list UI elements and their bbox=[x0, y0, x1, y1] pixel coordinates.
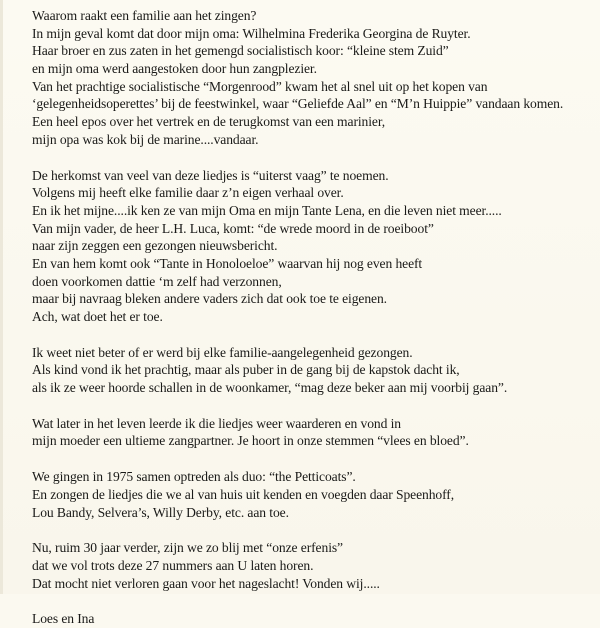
text-line: als ik ze weer hoorde schallen in de woonkamer, “mag deze beker aan mij voorbij gaan”. bbox=[32, 380, 508, 396]
text-line: ‘gelegenheidsoperettes’ bij de feestwinkel, waar “Geliefde Aal” en “M’n Huippie” vandaan komen. bbox=[32, 96, 564, 112]
text-line: En zongen de liedjes die we al van huis uit kenden en voegden daar Speenhoff, bbox=[32, 486, 455, 502]
page-edge bbox=[0, 0, 3, 594]
paragraph-childhood bbox=[32, 344, 592, 397]
text-line: Als kind vond ik het prachtig, maar als puber in de gang bij de kapstok dacht ik, bbox=[32, 362, 460, 378]
paragraph-legacy bbox=[32, 539, 592, 592]
text-line: De herkomst van veel van deze liedjes is “uiterst vaag” te noemen. bbox=[32, 167, 389, 183]
text-line: Dat mocht niet verloren gaan voor het nageslacht! Vonden wij..... bbox=[32, 575, 380, 591]
text-line: Ik weet niet beter of er werd bij elke familie-aangelegenheid gezongen. bbox=[32, 344, 413, 360]
text-line: Haar broer en zus zaten in het gemengd socialistisch koor: “kleine stem Zuid” bbox=[32, 43, 449, 59]
text-line: mijn moeder een ultieme zangpartner. Je hoort in onze stemmen “vlees en bloed”. bbox=[32, 433, 469, 449]
text-line: We gingen in 1975 samen optreden als duo: “the Petticoats”. bbox=[32, 469, 356, 485]
text-line: En van hem komt ook “Tante in Honoloeloe” waarvan hij nog even heeft bbox=[32, 255, 423, 271]
paragraph-family-singing bbox=[32, 7, 592, 149]
text-line: Ach, wat doet het er toe. bbox=[32, 309, 163, 324]
text-line: mijn opa was kok bij de marine....vandaar. bbox=[32, 131, 259, 147]
text-line: Volgens mij heeft elke familie daar z’n eigen verhaal over. bbox=[32, 185, 344, 201]
text-line: naar zijn zeggen een gezongen nieuwsbericht. bbox=[32, 238, 278, 254]
liner-notes-text bbox=[32, 7, 592, 628]
text-line: doen voorkomen dattie ‘m zelf had verzonnen, bbox=[32, 273, 282, 289]
text-line: Van het prachtige socialistische “Morgenrood” kwam het al snel uit op het kopen van bbox=[32, 78, 488, 94]
text-line: maar bij navraag bleken andere vaders zich dat ook toe te eigenen. bbox=[32, 291, 387, 307]
text-line: Lou Bandy, Selvera’s, Willy Derby, etc. aan toe. bbox=[32, 504, 289, 520]
text-line: Wat later in het leven leerde ik die liedjes weer waarderen en vond in bbox=[32, 415, 401, 431]
paragraph-appreciation bbox=[32, 415, 592, 450]
text-line: Nu, ruim 30 jaar verder, zijn we zo blij met “onze erfenis” bbox=[32, 540, 343, 556]
text-line: Waarom raakt een familie aan het zingen? bbox=[32, 8, 257, 23]
text-line: dat we vol trots deze 27 nummers aan U laten horen. bbox=[32, 557, 314, 573]
text-line: In mijn geval komt dat door mijn oma: Wilhelmina Frederika Georgina de Ruyter. bbox=[32, 25, 471, 41]
paragraph-song-origins bbox=[32, 167, 592, 326]
text-line: En ik het mijne....ik ken ze van mijn Oma en mijn Tante Lena, en die leven niet meer..... bbox=[32, 202, 502, 218]
text-line: Een heel epos over het vertrek en de terugkomst van een marinier, bbox=[32, 114, 386, 130]
text-line: Van mijn vader, de heer L.H. Luca, komt: “de wrede moord in de roeiboot” bbox=[32, 220, 434, 236]
text-line: en mijn oma werd aangestoken door hun zangplezier. bbox=[32, 61, 317, 77]
signature-text: Loes en Ina bbox=[32, 611, 95, 627]
paragraph-petticoats bbox=[32, 468, 592, 521]
signature bbox=[32, 610, 592, 628]
